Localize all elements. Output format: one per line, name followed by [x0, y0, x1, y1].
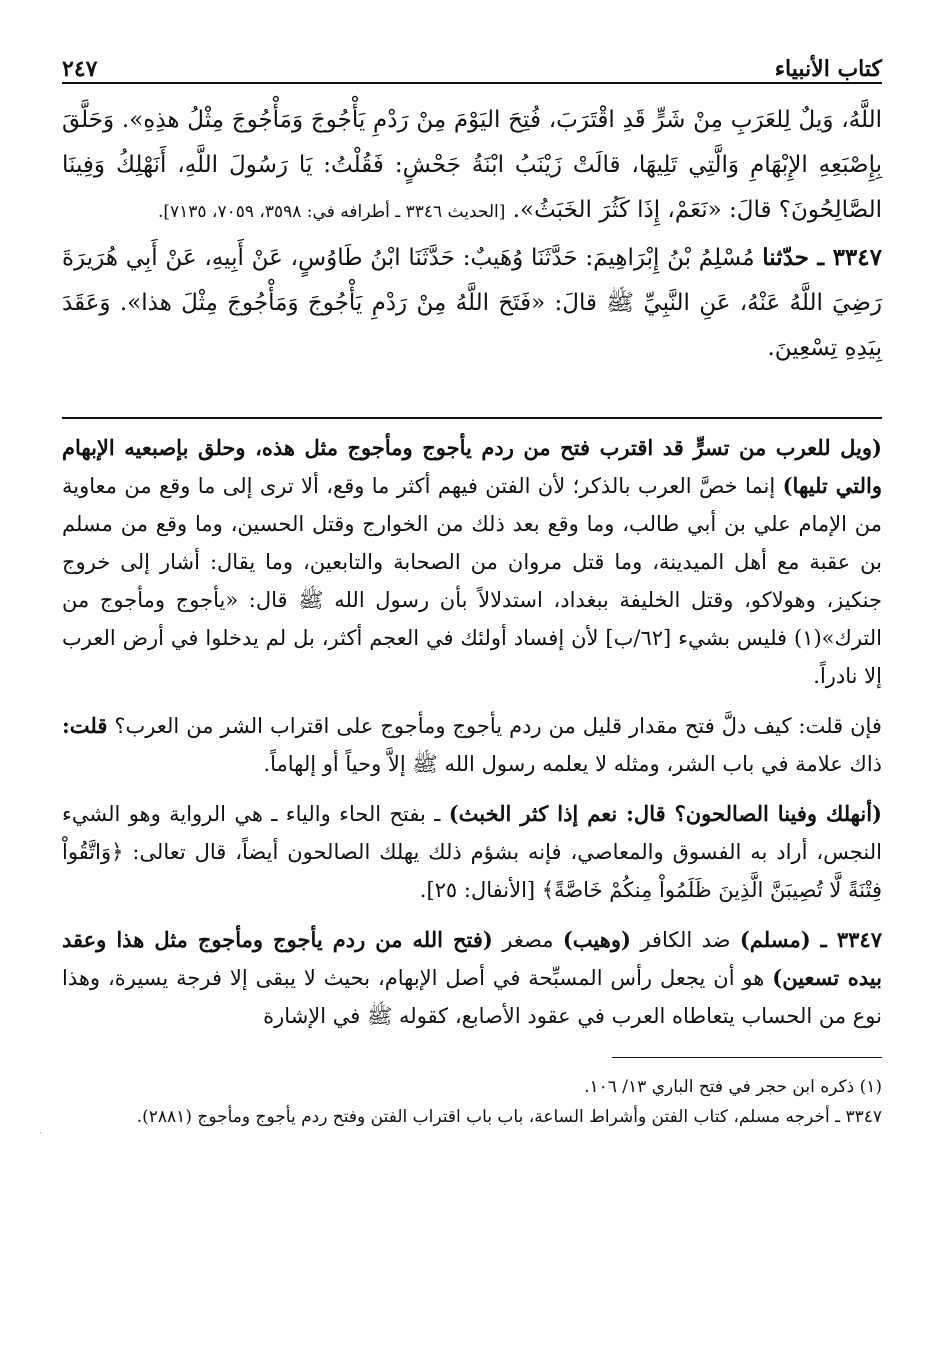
- commentary-4-quote-c: (فتح الله من ردم يأجوج ومأجوج مثل هذا وعقد بيده تسعين): [62, 927, 882, 990]
- hadith-3347-number: ٣٣٤٧ ـ حدّثنا: [762, 244, 882, 271]
- commentary-4-text-c: هو أن يجعل رأس المسبِّحة في أصل الإبهام، بحيث لا يبقى إلا فرجة يسيرة، وهذا نوع من الحساب يتعاطاه العرب في عقود الأصابع، كقوله ﷺ في الإشارة: [62, 966, 882, 1028]
- footnote-2: ٣٣٤٧ ـ أخرجه مسلم، كتاب الفتن وأشراط الساعة، باب باب اقتراب الفتن وفتح ردم يأجوج ومأجوج (٢٨٨١).: [136, 1107, 882, 1127]
- commentary-paragraph-3: [62, 795, 882, 909]
- hadith-3346-reference: [الحديث ٣٣٤٦ ـ أطرافه في: ٣٥٩٨، ٧٠٥٩، ٧١٣٥].: [157, 202, 506, 222]
- hadith-3347: [62, 235, 882, 371]
- commentary-2-text: كيف دلَّ فتح مقدار قليل من ردم يأجوج ومأجوج على اقتراب الشر من العرب؟: [114, 714, 792, 738]
- book-page: [62, 38, 882, 1132]
- hadith-3346-text: اللَّهُ، وَيلٌ لِلعَرَبِ مِنْ شَرٍّ قَدِ اقْتَرَبَ، فُتِحَ اليَوْمَ مِنْ رَدْمِ يَأْجُوجَ وَمَأْجُوجَ مِثْلُ هذِهِ». وَحَلَّقَ بِإِصْبَعِهِ الإِبْهَامِ وَالَّتِي تَلِيهَا، قالَتْ زَيْنَبُ ابْنَةُ جَحْشٍ: فَقُلْتُ: يَا رَسُولَ اللَّهِ، أَنَهْلِكُ وَفِينَا الصَّالِحُونَ؟ قالَ: «نَعَمْ، إِذَا كَثُرَ الخَبَثُ».: [62, 107, 882, 223]
- margin-mark: [40, 1132, 41, 1133]
- page-header: [62, 38, 882, 84]
- commentary-2-answer-label: قلت:: [62, 713, 108, 738]
- book-title: كتاب الأنبياء: [774, 56, 882, 82]
- commentary-paragraph-2: [62, 707, 882, 783]
- commentary-2-lead: فإن قلت:: [798, 714, 882, 738]
- commentary-block: [62, 429, 882, 1035]
- page-number: ٢٤٧: [62, 56, 98, 82]
- hadith-3347-text: مُسْلِمُ بْنُ إِبْرَاهِيمَ: حَدَّثَنَا وُهَيبٌ: حَدَّثَنَا ابْنُ طَاوُسٍ، عَنْ أَبِيهِ، عَنْ أَبِي هُرَيرَةَ رَضِيَ اللَّهُ عَنْهُ، عَنِ النَّبِيِّ ﷺ قالَ: «فَتَحَ اللَّهُ مِنْ رَدْمِ يَأْجُوجَ وَمَأْجُوجَ مِثْلَ هذا». وَعَقَدَ بِيَدِهِ تِسْعِينَ.: [62, 245, 882, 361]
- commentary-4-text-b: مصغر: [502, 928, 554, 952]
- section-divider: [62, 417, 882, 419]
- commentary-paragraph-1: [62, 429, 882, 695]
- footnote-1: (١) ذكره ابن حجر في فتح الباري ١٣/ ١٠٦.: [584, 1077, 882, 1097]
- hadith-3346-continuation: [62, 98, 882, 235]
- commentary-3-text: ـ بفتح الحاء والياء ـ هي الرواية وهو الشيء النجس، أراد به الفسوق والمعاصي، فإنه بشؤم ذلك يهلك الصالحون أيضاً، قال تعالى: ﴿وَاتَّقُواْ فِتْنَةً لَّا تُصِيبَنَّ الَّذِينَ ظَلَمُواْ مِنكُمْ خَاصَّةً﴾ [الأنفال: ٢٥].: [62, 802, 882, 902]
- commentary-1-text: إنما خصَّ العرب بالذكر؛ لأن الفتن فيهم أكثر ما وقع، ألا ترى إلى ما وقع من معاوية من الإمام علي بن أبي طالب، وما وقع بعد ذلك من الخوارج وقتل الحسين، وما وقع من مسلم بن عقبة مع أهل الميدينة، وما قتل مروان من الصحابة والتابعين، وما يقال: أشار إلى خروج جنكيز، وهولاكو، وقتل الخليفة ببغداد، استدلالاً بأن رسول الله ﷺ قال: «يأجوج ومأجوج من الترك»(١) فليس بشيء [٦٢/ب] لأن إفساد أولئك في العجم أكثر، بل لم يدخلوا في أرض العرب إلا نادراً.: [62, 474, 882, 688]
- commentary-4-text-a: ضد الكافر: [640, 928, 731, 952]
- commentary-4-quote-b: (وهيب): [562, 927, 631, 952]
- commentary-4-quote-a: ٣٣٤٧ ـ (مسلم): [739, 927, 882, 952]
- footnotes: [62, 1072, 882, 1132]
- commentary-3-quote: (أنهلك وفينا الصالحون؟ قال: نعم إذا كثر الخبث): [448, 801, 882, 826]
- footnote-divider: [612, 1057, 882, 1058]
- hadith-text-block: [62, 98, 882, 371]
- commentary-paragraph-4: [62, 921, 882, 1035]
- commentary-2-answer: ذاك علامة في باب الشر، ومثله لا يعلمه رسول الله ﷺ إلاَّ وحياً أو إلهاماً.: [263, 752, 882, 776]
- commentary-1-quote: (ويل للعرب من تسرٍّ قد اقترب فتح من ردم يأجوج ومأجوج مثل هذه، وحلق بإصبعيه الإبهام والتي تليها): [62, 435, 882, 498]
